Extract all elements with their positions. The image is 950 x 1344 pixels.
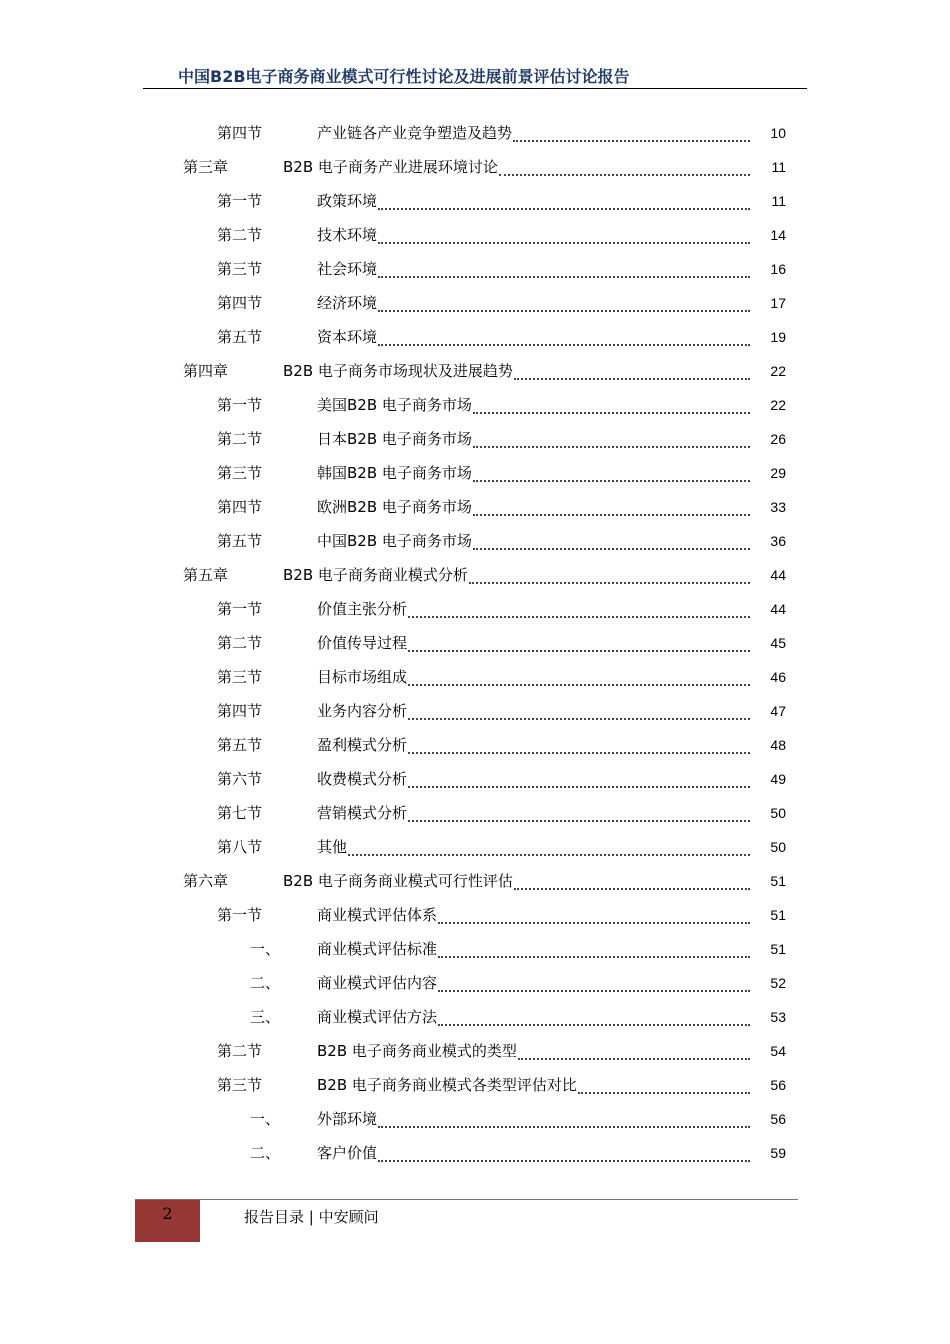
toc-entry-title — [317, 1034, 750, 1068]
toc-dot-leader — [513, 139, 750, 142]
toc-dot-leader — [408, 649, 750, 652]
toc-dot-leader — [408, 819, 750, 822]
toc-entry-label: 第四节 — [217, 294, 263, 312]
toc-entry-title — [317, 694, 750, 728]
toc-entry-page: 36 — [770, 533, 786, 549]
toc-entry-label: 一、 — [250, 1110, 281, 1128]
toc-dot-leader — [408, 751, 750, 754]
toc-entry[interactable] — [0, 558, 950, 592]
toc-entry[interactable] — [0, 796, 950, 830]
toc-entry-title-text: 商业模式评估标准 — [317, 940, 438, 958]
toc-entry-page: 51 — [770, 941, 786, 957]
toc-entry-title-text: B2B 电子商务商业模式的类型 — [317, 1042, 517, 1060]
toc-dot-leader — [473, 411, 750, 414]
toc-entry-page: 22 — [770, 363, 786, 379]
page-header-title: 中国B2B电子商务商业模式可行性讨论及进展前景评估讨论报告 — [178, 67, 630, 86]
footer-divider — [135, 1199, 798, 1200]
toc-entry[interactable] — [0, 286, 950, 320]
toc-entry[interactable] — [0, 388, 950, 422]
toc-entry-title-text: 商业模式评估内容 — [317, 974, 438, 992]
toc-entry-label: 第五节 — [217, 328, 263, 346]
toc-entry-page: 51 — [770, 907, 786, 923]
toc-entry-label: 第四章 — [183, 362, 229, 380]
toc-entry-label: 第一节 — [217, 192, 263, 210]
toc-entry-page: 54 — [770, 1043, 786, 1059]
toc-entry[interactable] — [0, 694, 950, 728]
toc-entry-page: 16 — [770, 261, 786, 277]
toc-entry-label: 第三节 — [217, 464, 263, 482]
toc-entry-title-text: 客户价值 — [317, 1144, 378, 1162]
toc-dot-leader — [378, 343, 750, 346]
toc-dot-leader — [438, 989, 750, 992]
toc-dot-leader — [473, 513, 750, 516]
toc-entry-title-text: 营销模式分析 — [317, 804, 408, 822]
toc-entry-page: 53 — [770, 1009, 786, 1025]
toc-entry-page: 45 — [770, 635, 786, 651]
toc-entry[interactable] — [0, 422, 950, 456]
toc-entry-label: 第三节 — [217, 668, 263, 686]
toc-entry-title — [283, 864, 750, 898]
toc-entry-title-text: 政策环境 — [317, 192, 378, 210]
toc-entry-label: 第五章 — [183, 566, 229, 584]
toc-entry-label: 第一节 — [217, 600, 263, 618]
toc-entry-title-text: 外部环境 — [317, 1110, 378, 1128]
toc-entry-title — [317, 252, 750, 286]
toc-entry[interactable] — [0, 1136, 950, 1170]
toc-entry-title — [317, 1068, 750, 1102]
toc-entry-title-text: B2B 电子商务市场现状及进展趋势 — [283, 362, 513, 380]
toc-entry-page: 29 — [770, 465, 786, 481]
footer-page-number: 2 — [162, 1204, 173, 1223]
toc-entry-label: 第四节 — [217, 498, 263, 516]
toc-entry[interactable] — [0, 490, 950, 524]
toc-entry-title — [317, 966, 750, 1000]
toc-dot-leader — [378, 275, 750, 278]
toc-dot-leader — [473, 547, 750, 550]
toc-entry-page: 47 — [770, 703, 786, 719]
toc-dot-leader — [408, 785, 750, 788]
toc-entry-title — [317, 1136, 750, 1170]
toc-entry-page: 22 — [770, 397, 786, 413]
toc-entry-title — [317, 286, 750, 320]
toc-entry-title — [283, 354, 750, 388]
toc-dot-leader — [408, 683, 750, 686]
toc-entry-title-text: B2B 电子商务产业进展环境讨论 — [283, 158, 498, 176]
toc-entry-page: 14 — [770, 227, 786, 243]
toc-entry-page: 50 — [770, 839, 786, 855]
toc-entry-title-text: B2B 电子商务商业模式各类型评估对比 — [317, 1076, 577, 1094]
toc-entry[interactable] — [0, 116, 950, 150]
toc-entry-page: 59 — [770, 1145, 786, 1161]
toc-entry-title — [317, 184, 750, 218]
toc-entry-page: 50 — [770, 805, 786, 821]
toc-entry[interactable] — [0, 592, 950, 626]
toc-entry[interactable] — [0, 320, 950, 354]
toc-entry[interactable] — [0, 762, 950, 796]
toc-entry-page: 10 — [770, 125, 786, 141]
toc-entry-label: 第一节 — [217, 906, 263, 924]
toc-dot-leader — [378, 207, 750, 210]
toc-entry-title-text: 社会环境 — [317, 260, 378, 278]
toc-entry[interactable] — [0, 354, 950, 388]
toc-dot-leader — [378, 309, 750, 312]
toc-entry-label: 三、 — [250, 1008, 281, 1026]
toc-entry-page: 11 — [771, 159, 786, 175]
toc-entry-title-text: B2B 电子商务商业模式分析 — [283, 566, 468, 584]
toc-entry-title-text: 目标市场组成 — [317, 668, 408, 686]
toc-entry-title — [317, 932, 750, 966]
toc-dot-leader — [408, 717, 750, 720]
toc-entry-page: 19 — [770, 329, 786, 345]
toc-dot-leader — [378, 1125, 750, 1128]
toc-entry-page: 52 — [770, 975, 786, 991]
toc-entry-title-text: 商业模式评估方法 — [317, 1008, 438, 1026]
toc-entry-title-text: 资本环境 — [317, 328, 378, 346]
toc-entry-page: 44 — [770, 601, 786, 617]
toc-entry-title-text: 韩国B2B 电子商务市场 — [317, 464, 472, 482]
toc-entry[interactable] — [0, 184, 950, 218]
toc-entry-page: 51 — [770, 873, 786, 889]
toc-entry-title-text: 美国B2B 电子商务市场 — [317, 396, 472, 414]
toc-entry-title-text: 商业模式评估体系 — [317, 906, 438, 924]
toc-entry-title — [317, 490, 750, 524]
toc-entry-title-text: 中国B2B 电子商务市场 — [317, 532, 472, 550]
toc-entry[interactable] — [0, 1000, 950, 1034]
toc-entry[interactable] — [0, 1102, 950, 1136]
toc-entry-title — [317, 422, 750, 456]
toc-entry-title — [317, 830, 750, 864]
toc-dot-leader — [408, 615, 750, 618]
toc-entry[interactable] — [0, 830, 950, 864]
toc-entry[interactable] — [0, 626, 950, 660]
toc-entry-title — [317, 898, 750, 932]
toc-entry-label: 第二节 — [217, 226, 263, 244]
toc-entry-page: 26 — [770, 431, 786, 447]
toc-entry-page: 56 — [770, 1077, 786, 1093]
toc-dot-leader — [438, 921, 750, 924]
toc-entry-title-text: 技术环境 — [317, 226, 378, 244]
toc-entry-label: 第三章 — [183, 158, 229, 176]
toc-dot-leader — [518, 1057, 750, 1060]
toc-entry-page: 33 — [770, 499, 786, 515]
toc-entry-page: 56 — [770, 1111, 786, 1127]
toc-entry-title — [317, 218, 750, 252]
toc-entry-title — [317, 524, 750, 558]
toc-entry[interactable] — [0, 966, 950, 1000]
toc-entry[interactable] — [0, 898, 950, 932]
toc-entry-label: 第七节 — [217, 804, 263, 822]
toc-entry-label: 第三节 — [217, 1076, 263, 1094]
toc-entry-title-text: 收费模式分析 — [317, 770, 408, 788]
toc-entry[interactable] — [0, 456, 950, 490]
toc-entry-label: 第一节 — [217, 396, 263, 414]
toc-entry-title — [317, 1102, 750, 1136]
toc-dot-leader — [348, 853, 750, 856]
toc-entry-title — [317, 456, 750, 490]
toc-entry-label: 第三节 — [217, 260, 263, 278]
toc-dot-leader — [514, 377, 750, 380]
toc-entry-title — [317, 626, 750, 660]
toc-entry-title — [317, 762, 750, 796]
toc-entry-title-text: 欧洲B2B 电子商务市场 — [317, 498, 472, 516]
toc-entry-label: 第五节 — [217, 736, 263, 754]
toc-dot-leader — [378, 1159, 750, 1162]
toc-entry-label: 一、 — [250, 940, 281, 958]
toc-entry[interactable] — [0, 728, 950, 762]
toc-entry[interactable] — [0, 660, 950, 694]
toc-entry[interactable] — [0, 218, 950, 252]
toc-entry[interactable] — [0, 1068, 950, 1102]
toc-entry-title — [317, 728, 750, 762]
toc-entry[interactable] — [0, 932, 950, 966]
toc-entry-title — [317, 796, 750, 830]
toc-entry-title-text: 业务内容分析 — [317, 702, 408, 720]
toc-dot-leader — [438, 1023, 750, 1026]
toc-entry-title — [317, 1000, 750, 1034]
toc-entry-label: 第八节 — [217, 838, 263, 856]
toc-dot-leader — [473, 445, 750, 448]
toc-entry[interactable] — [0, 1034, 950, 1068]
toc-dot-leader — [469, 581, 750, 584]
toc-entry-label: 第二节 — [217, 1042, 263, 1060]
footer-text: 报告目录 | 中安顾问 — [244, 1208, 379, 1226]
toc-entry-title-text: 盈利模式分析 — [317, 736, 408, 754]
toc-entry-label: 第五节 — [217, 532, 263, 550]
footer-page-box — [135, 1200, 200, 1242]
toc-entry[interactable] — [0, 524, 950, 558]
toc-entry-title — [317, 320, 750, 354]
toc-entry-title-text: 其他 — [317, 838, 348, 856]
toc-entry-label: 二、 — [250, 1144, 281, 1162]
toc-entry-label: 第二节 — [217, 634, 263, 652]
toc-entry-label: 第四节 — [217, 702, 263, 720]
toc-dot-leader — [499, 173, 750, 176]
toc-entry-page: 46 — [770, 669, 786, 685]
toc-entry-title — [317, 592, 750, 626]
toc-dot-leader — [378, 241, 750, 244]
header-divider — [143, 88, 807, 89]
toc-entry-label: 二、 — [250, 974, 281, 992]
toc-entry-page: 17 — [770, 295, 786, 311]
toc-entry-page: 49 — [770, 771, 786, 787]
toc-entry-title — [283, 150, 750, 184]
toc-entry-page: 48 — [770, 737, 786, 753]
toc-dot-leader — [473, 479, 750, 482]
toc-dot-leader — [514, 887, 750, 890]
toc-entry-title-text: 产业链各产业竞争塑造及趋势 — [317, 124, 513, 142]
toc-entry-title-text: 经济环境 — [317, 294, 378, 312]
toc-entry[interactable] — [0, 252, 950, 286]
toc-entry-page: 44 — [770, 567, 786, 583]
toc-entry-label: 第四节 — [217, 124, 263, 142]
toc-entry[interactable] — [0, 150, 950, 184]
toc-entry-label: 第二节 — [217, 430, 263, 448]
toc-entry-title — [317, 388, 750, 422]
toc-entry-title-text: 日本B2B 电子商务市场 — [317, 430, 472, 448]
toc-entry-title-text: 价值传导过程 — [317, 634, 408, 652]
toc-entry-title-text: B2B 电子商务商业模式可行性评估 — [283, 872, 513, 890]
toc-dot-leader — [438, 955, 750, 958]
toc-entry-label: 第六章 — [183, 872, 229, 890]
toc-entry-title — [283, 558, 750, 592]
toc-entry-title — [317, 116, 750, 150]
toc-entry-title-text: 价值主张分析 — [317, 600, 408, 618]
toc-entry-label: 第六节 — [217, 770, 263, 788]
toc-entry-title — [317, 660, 750, 694]
toc-entry[interactable] — [0, 864, 950, 898]
toc-dot-leader — [578, 1091, 750, 1094]
toc-entry-page: 11 — [771, 193, 786, 209]
